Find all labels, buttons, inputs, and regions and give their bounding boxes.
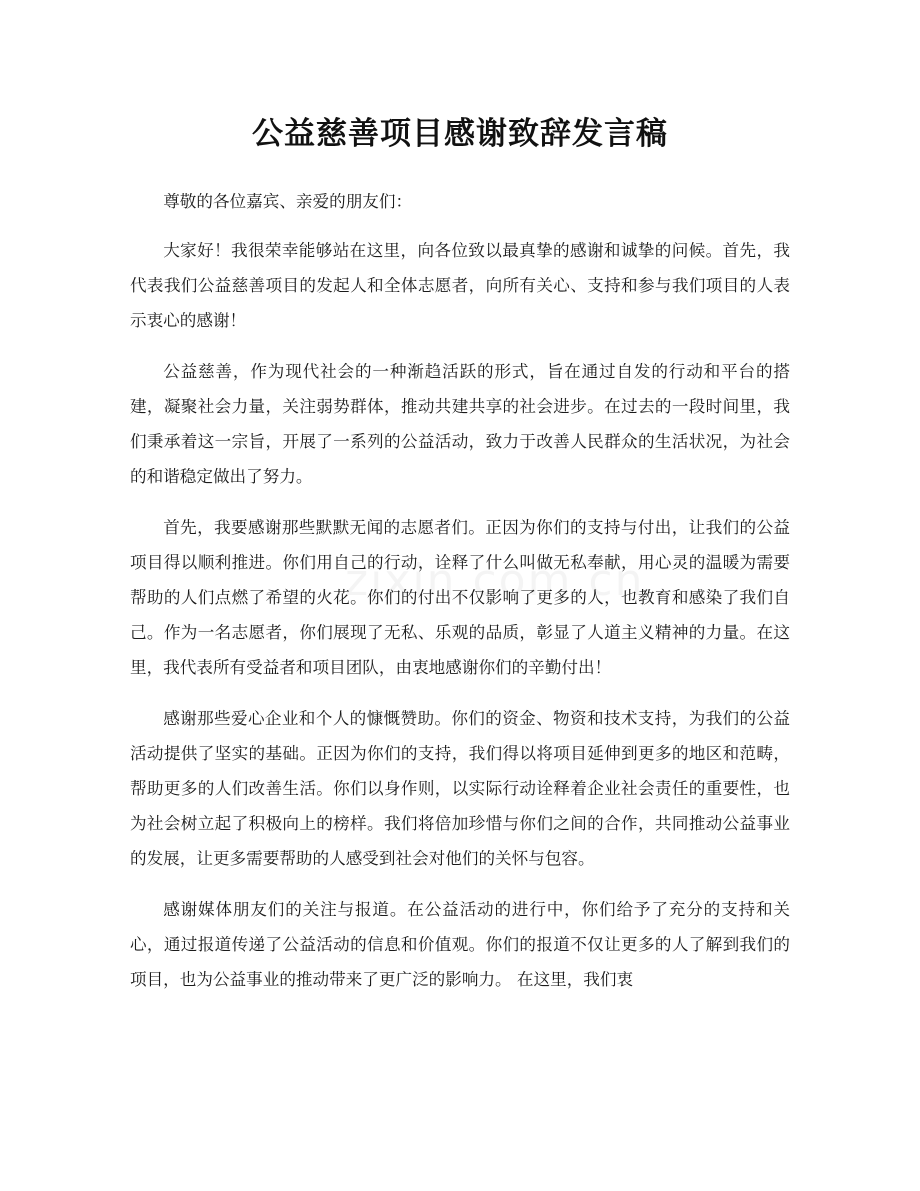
document-title: 公益慈善项目感谢致辞发言稿 [252, 116, 668, 152]
body-paragraph: 首先，我要感谢那些默默无闻的志愿者们。正因为你们的支持与付出，让我们的公益项目得以顺利推进。你们用自己的行动，诠释了什么叫做无私奉献，用心灵的温暖为需要帮助的人们点燃了希望的火花。你们的付出不仅影响了更多的人，也教育和感染了我们自己。作为一名志愿者，你们展现了无私、乐观的品质，彰显了人道主义精神的力量。在这里，我代表所有受益者和项目团队，由衷地感谢你们的辛勤付出！ [130, 518, 790, 677]
body-paragraph: 感谢那些爱心企业和个人的慷慨赞助。你们的资金、物资和技术支持，为我们的公益活动提供了坚实的基础。正因为你们的支持，我们得以将项目延伸到更多的地区和范畴，帮助更多的人们改善生活。你们以身作则，以实际行动诠释着企业社会责任的重要性，也为社会树立起了积极向上的榜样。我们将倍加珍惜与你们之间的合作，共同推动公益事业的发展，让更多需要帮助的人感受到社会对他们的关怀与包容。 [130, 709, 790, 868]
body-paragraph: 公益慈善，作为现代社会的一种渐趋活跃的形式，旨在通过自发的行动和平台的搭建，凝聚社会力量，关注弱势群体，推动共建共享的社会进步。在过去的一段时间里，我们秉承着这一宗旨，开展了一系列的公益活动，致力于改善人民群众的生活状况，为社会的和谐稳定做出了努力。 [130, 362, 790, 486]
greeting-paragraph: 尊敬的各位嘉宾、亲爱的朋友们： [163, 192, 413, 211]
document-body [130, 184, 790, 1013]
body-paragraph: 感谢媒体朋友们的关注与报道。在公益活动的进行中，你们给予了充分的支持和关心，通过报道传递了公益活动的信息和价值观。你们的报道不仅让更多的人了解到我们的项目，也为公益事业的推动带来了更广泛的影响力。 在这里，我们衷 [130, 900, 790, 989]
body-paragraph: 大家好！我很荣幸能够站在这里，向各位致以最真挚的感谢和诚挚的问候。首先，我代表我们公益慈善项目的发起人和全体志愿者，向所有关心、支持和参与我们项目的人表示衷心的感谢！ [130, 241, 790, 330]
